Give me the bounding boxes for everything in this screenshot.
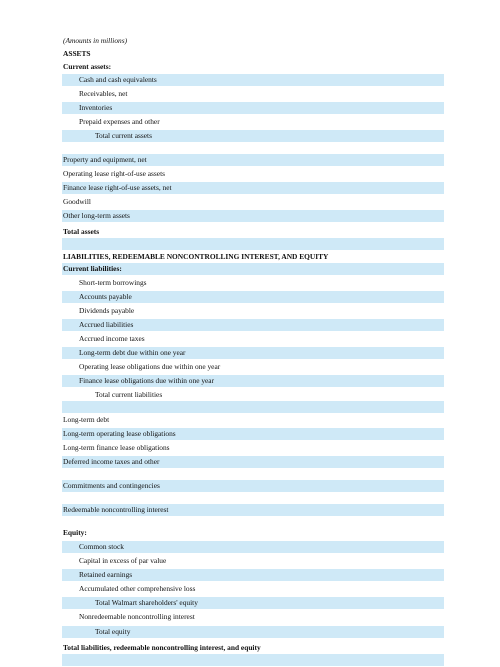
row-dividends-payable: Dividends payable bbox=[79, 306, 135, 315]
row-long-term-debt: Long-term debt bbox=[63, 415, 110, 424]
row-finance-lease-rou: Finance lease right-of-use assets, net bbox=[62, 182, 444, 194]
equity-heading: Equity: bbox=[63, 528, 87, 537]
row-total-assets: Total assets bbox=[63, 227, 100, 236]
current-liabilities-heading: Current liabilities: bbox=[62, 263, 444, 275]
row-operating-lease-rou: Operating lease right-of-use assets bbox=[63, 169, 165, 178]
row-commitments: Commitments and contingencies bbox=[62, 480, 444, 492]
amounts-note: (Amounts in millions) bbox=[63, 36, 128, 45]
row-accounts-payable: Accounts payable bbox=[62, 291, 444, 303]
row-short-term-borrowings: Short-term borrowings bbox=[79, 278, 147, 287]
row-aoci: Accumulated other comprehensive loss bbox=[79, 584, 196, 593]
row-goodwill: Goodwill bbox=[63, 197, 91, 206]
row-capital-excess-par: Capital in excess of par value bbox=[79, 556, 167, 565]
row-redeemable-nci: Redeemable noncontrolling interest bbox=[62, 504, 444, 516]
row-operating-lease-current: Operating lease obligations due within one year bbox=[79, 362, 221, 371]
row-finance-lease-current: Finance lease obligations due within one year bbox=[62, 375, 444, 387]
row-cash: Cash and cash equivalents bbox=[62, 74, 444, 86]
row-total-current-assets: Total current assets bbox=[62, 130, 444, 142]
row-long-term-debt-current: Long-term debt due within one year bbox=[62, 347, 444, 359]
row-total-liabilities-equity: Total liabilities, redeemable noncontrolling interest, and equity bbox=[63, 643, 261, 652]
row-accrued-income-taxes: Accrued income taxes bbox=[79, 334, 145, 343]
row-inventories: Inventories bbox=[62, 102, 444, 114]
row-receivables: Receivables, net bbox=[79, 89, 128, 98]
row-total-walmart-equity: Total Walmart shareholders' equity bbox=[62, 597, 444, 609]
row-long-term-finance-lease: Long-term finance lease obligations bbox=[63, 443, 170, 452]
row-property: Property and equipment, net bbox=[62, 154, 444, 166]
row-long-term-operating-lease: Long-term operating lease obligations bbox=[62, 428, 444, 440]
row-other-long-term-assets: Other long-term assets bbox=[62, 210, 444, 222]
row-accrued-liabilities: Accrued liabilities bbox=[62, 319, 444, 331]
liabilities-heading: LIABILITIES, REDEEMABLE NONCONTROLLING INTEREST, AND EQUITY bbox=[63, 252, 329, 261]
row-total-current-liabilities: Total current liabilities bbox=[95, 390, 163, 399]
current-assets-heading: Current assets: bbox=[63, 62, 112, 71]
row-nonredeemable-nci: Nonredeemable noncontrolling interest bbox=[79, 612, 195, 621]
spacer-2 bbox=[62, 238, 444, 250]
row-total-equity: Total equity bbox=[62, 626, 444, 638]
spacer-3 bbox=[62, 401, 444, 413]
assets-heading: ASSETS bbox=[63, 49, 91, 58]
spacer-1 bbox=[62, 140, 444, 152]
row-retained-earnings: Retained earnings bbox=[62, 569, 444, 581]
row-common-stock: Common stock bbox=[62, 541, 444, 553]
row-prepaid: Prepaid expenses and other bbox=[79, 117, 160, 126]
row-deferred-income-taxes: Deferred income taxes and other bbox=[62, 456, 444, 468]
spacer-4 bbox=[62, 654, 444, 666]
